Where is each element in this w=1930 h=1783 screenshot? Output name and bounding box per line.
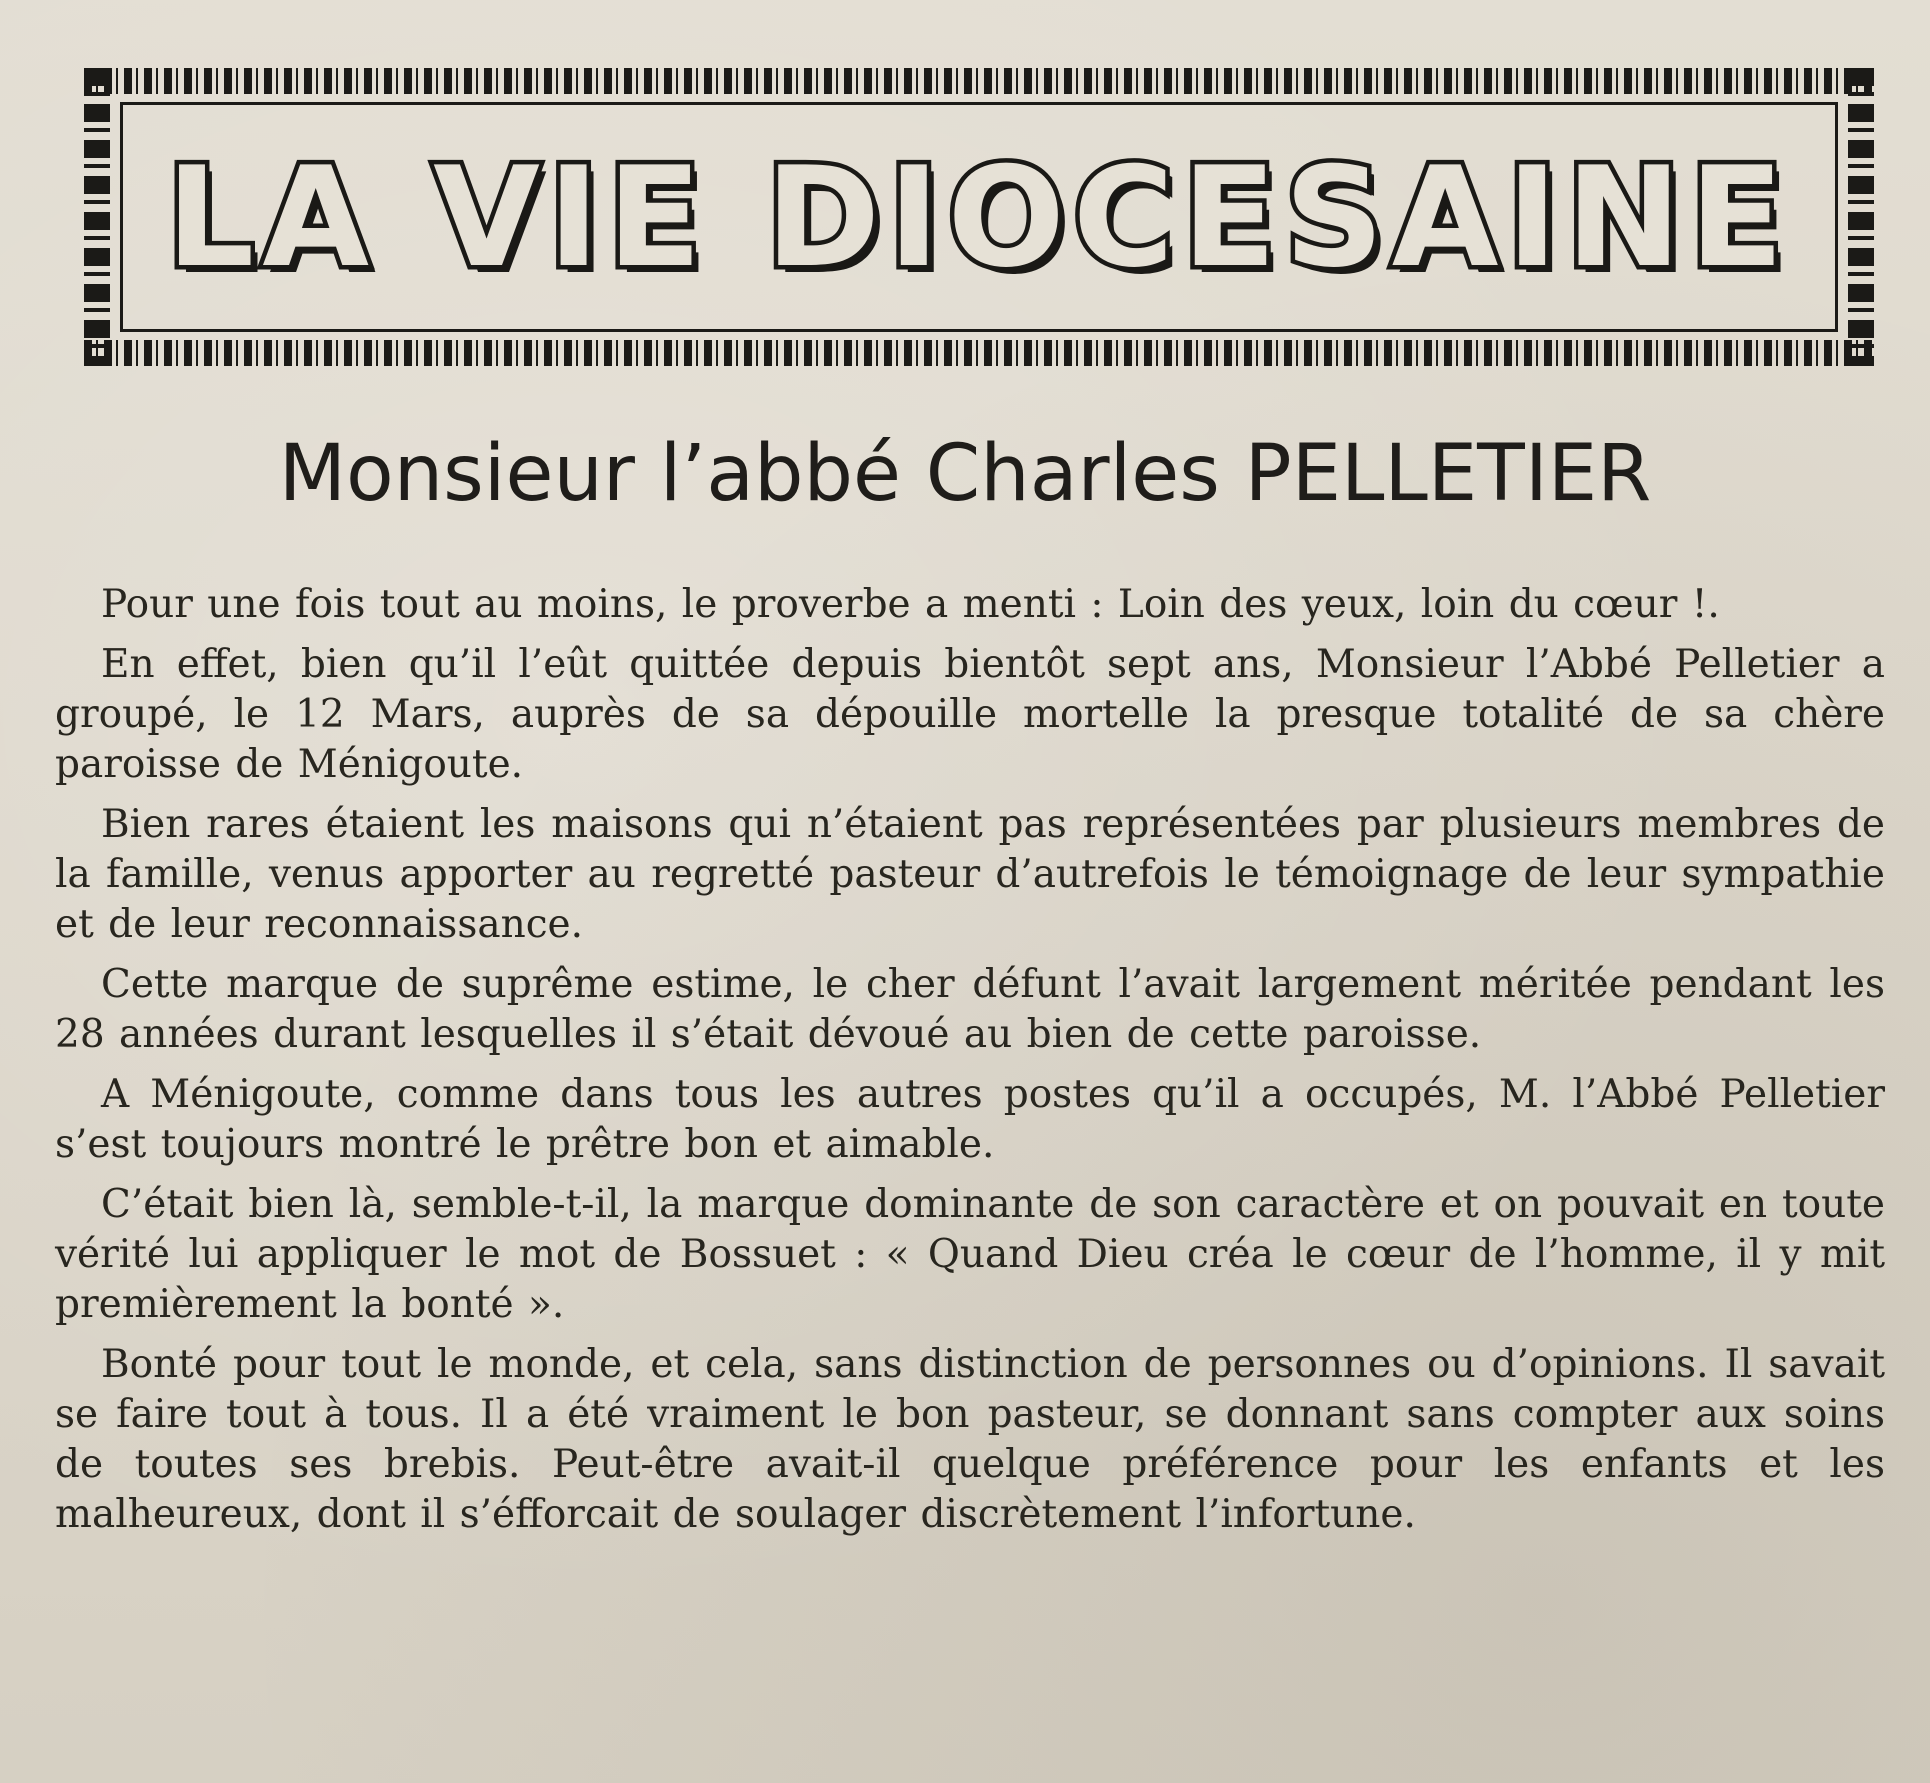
article-headline: Monsieur l’abbé Charles PELLETIER [278, 429, 1652, 519]
article-paragraph: C’était bien là, semble-t-il, la marque dominante de son caractère et on pouvait en toute vérité lui appliquer le mot de Bossuet : « Quand Dieu créa le cœur de l’homme, il y mit premièrement la bonté ». [55, 1182, 1885, 1327]
article-body [55, 580, 1885, 1550]
article-paragraph: Bien rares étaient les maisons qui n’étaient pas représentées par plusieurs membres de la famille, venus apporter au regretté pasteur d’autrefois le témoignage de leur sympathie et de leur reconnaissance. [55, 802, 1885, 947]
banner-border-bottom [84, 340, 1874, 366]
article-paragraph: En effet, bien qu’il l’eût quittée depuis bientôt sept ans, Monsieur l’Abbé Pelletier a groupé, le 12 Mars, auprès de sa dépouille mortelle la presque totalité de sa chère paroisse de Ménigoute. [55, 642, 1885, 787]
section-title: LA VIE DIOCESAINE [166, 136, 1792, 298]
article-paragraph: A Ménigoute, comme dans tous les autres postes qu’il a occupés, M. l’Abbé Pelletier s’est toujours montré le prêtre bon et aimable. [55, 1072, 1885, 1167]
section-banner [84, 68, 1874, 366]
article-paragraph: Pour une fois tout au moins, le proverbe a menti : Loin des yeux, loin du cœur !. [101, 582, 1720, 627]
banner-border-left [84, 68, 110, 366]
banner-border-top [84, 68, 1874, 94]
article-paragraph: Bonté pour tout le monde, et cela, sans distinction de personnes ou d’opinions. Il savait se faire tout à tous. Il a été vraiment le bon pasteur, se donnant sans compter aux soins de toutes ses brebis. Peut-être avait-il quelque préférence pour les enfants et les malheureux, dont il s’éfforcait de soulager discrètement l’infortune. [55, 1342, 1885, 1537]
article-paragraph: Cette marque de suprême estime, le cher défunt l’avait largement méritée pendant les 28 années durant lesquelles il s’était dévoué au bien de cette paroisse. [55, 962, 1885, 1057]
banner-border-right [1848, 68, 1874, 366]
